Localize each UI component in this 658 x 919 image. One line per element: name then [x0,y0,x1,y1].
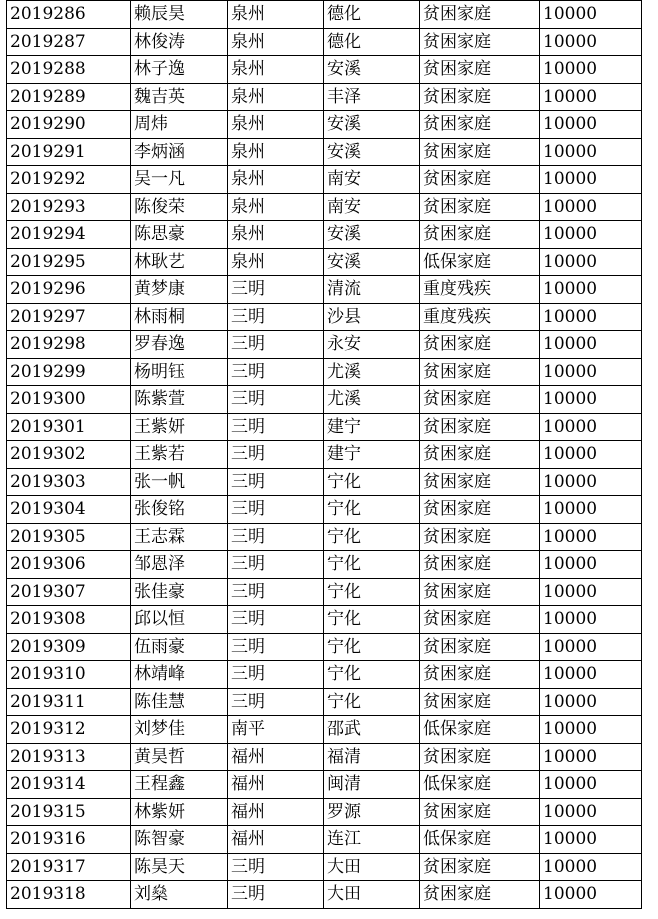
cell-city: 三明 [228,523,324,551]
cell-name: 林雨桐 [131,303,228,331]
cell-amount: 10000 [540,276,642,304]
cell-city: 三明 [228,276,324,304]
cell-city: 泉州 [228,138,324,166]
cell-county: 尤溪 [324,386,420,414]
table-row [7,111,642,139]
cell-city: 三明 [228,331,324,359]
cell-amount: 10000 [540,496,642,524]
cell-category: 贫困家庭 [420,661,540,689]
cell-student-id: 2019295 [7,248,131,276]
cell-category: 贫困家庭 [420,881,540,909]
cell-city: 泉州 [228,1,324,29]
cell-name: 张佳豪 [131,578,228,606]
cell-name: 陈昊天 [131,853,228,881]
cell-county: 丰泽 [324,83,420,111]
cell-student-id: 2019313 [7,743,131,771]
cell-amount: 10000 [540,441,642,469]
cell-county: 安溪 [324,248,420,276]
cell-city: 三明 [228,551,324,579]
cell-name: 张俊铭 [131,496,228,524]
cell-name: 王紫妍 [131,413,228,441]
cell-name: 刘梦佳 [131,716,228,744]
cell-county: 宁化 [324,468,420,496]
cell-county: 南安 [324,166,420,194]
table-row [7,633,642,661]
cell-amount: 10000 [540,661,642,689]
cell-amount: 10000 [540,853,642,881]
table-row [7,358,642,386]
table-row [7,1,642,29]
cell-county: 宁化 [324,551,420,579]
cell-category: 贫困家庭 [420,193,540,221]
cell-student-id: 2019314 [7,771,131,799]
cell-city: 泉州 [228,193,324,221]
cell-name: 李炳涵 [131,138,228,166]
table-row [7,386,642,414]
cell-city: 泉州 [228,56,324,84]
cell-category: 贫困家庭 [420,221,540,249]
cell-amount: 10000 [540,716,642,744]
cell-category: 低保家庭 [420,826,540,854]
cell-category: 重度残疾 [420,276,540,304]
cell-city: 泉州 [228,221,324,249]
cell-student-id: 2019317 [7,853,131,881]
cell-city: 三明 [228,853,324,881]
cell-amount: 10000 [540,688,642,716]
cell-amount: 10000 [540,881,642,909]
cell-city: 三明 [228,358,324,386]
cell-student-id: 2019293 [7,193,131,221]
cell-city: 福州 [228,798,324,826]
cell-city: 泉州 [228,248,324,276]
cell-city: 三明 [228,386,324,414]
cell-category: 贫困家庭 [420,551,540,579]
cell-category: 贫困家庭 [420,28,540,56]
table-row [7,826,642,854]
cell-category: 贫困家庭 [420,606,540,634]
cell-amount: 10000 [540,303,642,331]
cell-amount: 10000 [540,633,642,661]
cell-name: 黄梦康 [131,276,228,304]
table-row [7,881,642,909]
cell-county: 宁化 [324,496,420,524]
cell-name: 林紫妍 [131,798,228,826]
cell-county: 德化 [324,28,420,56]
cell-category: 贫困家庭 [420,56,540,84]
table-row [7,28,642,56]
cell-city: 三明 [228,881,324,909]
cell-student-id: 2019290 [7,111,131,139]
cell-category: 贫困家庭 [420,83,540,111]
cell-county: 邵武 [324,716,420,744]
cell-city: 三明 [228,496,324,524]
cell-county: 安溪 [324,56,420,84]
cell-student-id: 2019316 [7,826,131,854]
table-row [7,413,642,441]
cell-county: 宁化 [324,606,420,634]
cell-county: 宁化 [324,688,420,716]
cell-category: 贫困家庭 [420,688,540,716]
cell-county: 安溪 [324,111,420,139]
cell-category: 贫困家庭 [420,413,540,441]
cell-amount: 10000 [540,83,642,111]
cell-name: 林靖峰 [131,661,228,689]
cell-student-id: 2019288 [7,56,131,84]
cell-category: 低保家庭 [420,248,540,276]
table-body [7,1,642,909]
table-row [7,578,642,606]
cell-student-id: 2019307 [7,578,131,606]
cell-category: 贫困家庭 [420,1,540,29]
cell-category: 贫困家庭 [420,358,540,386]
table-row [7,743,642,771]
table-row [7,56,642,84]
cell-city: 福州 [228,826,324,854]
cell-category: 贫困家庭 [420,166,540,194]
cell-amount: 10000 [540,193,642,221]
cell-category: 贫困家庭 [420,743,540,771]
cell-category: 贫困家庭 [420,798,540,826]
cell-student-id: 2019299 [7,358,131,386]
cell-city: 三明 [228,606,324,634]
cell-county: 尤溪 [324,358,420,386]
cell-student-id: 2019309 [7,633,131,661]
cell-amount: 10000 [540,221,642,249]
cell-name: 林耿艺 [131,248,228,276]
table-row [7,248,642,276]
cell-amount: 10000 [540,826,642,854]
cell-name: 罗春逸 [131,331,228,359]
cell-category: 贫困家庭 [420,111,540,139]
cell-amount: 10000 [540,248,642,276]
table-row [7,606,642,634]
cell-amount: 10000 [540,386,642,414]
cell-county: 宁化 [324,661,420,689]
cell-amount: 10000 [540,771,642,799]
cell-name: 陈佳慧 [131,688,228,716]
cell-amount: 10000 [540,331,642,359]
cell-name: 王志霖 [131,523,228,551]
cell-county: 南安 [324,193,420,221]
cell-category: 低保家庭 [420,771,540,799]
cell-amount: 10000 [540,56,642,84]
table-row [7,853,642,881]
cell-student-id: 2019310 [7,661,131,689]
table-row [7,441,642,469]
cell-city: 泉州 [228,111,324,139]
cell-student-id: 2019308 [7,606,131,634]
cell-category: 贫困家庭 [420,633,540,661]
cell-county: 建宁 [324,441,420,469]
cell-category: 贫困家庭 [420,331,540,359]
cell-name: 刘燊 [131,881,228,909]
cell-student-id: 2019286 [7,1,131,29]
cell-student-id: 2019292 [7,166,131,194]
table-row [7,716,642,744]
cell-city: 三明 [228,578,324,606]
table-row [7,331,642,359]
cell-category: 贫困家庭 [420,441,540,469]
cell-city: 三明 [228,468,324,496]
cell-student-id: 2019297 [7,303,131,331]
cell-county: 清流 [324,276,420,304]
cell-student-id: 2019301 [7,413,131,441]
cell-county: 德化 [324,1,420,29]
cell-student-id: 2019291 [7,138,131,166]
cell-city: 三明 [228,661,324,689]
cell-city: 福州 [228,743,324,771]
cell-amount: 10000 [540,138,642,166]
cell-name: 吴一凡 [131,166,228,194]
cell-county: 宁化 [324,633,420,661]
cell-county: 大田 [324,881,420,909]
cell-county: 宁化 [324,523,420,551]
table-row [7,276,642,304]
cell-amount: 10000 [540,743,642,771]
cell-name: 邱以恒 [131,606,228,634]
table-row [7,83,642,111]
cell-amount: 10000 [540,606,642,634]
data-table [6,0,642,909]
table-row [7,688,642,716]
cell-student-id: 2019296 [7,276,131,304]
cell-student-id: 2019298 [7,331,131,359]
cell-category: 贫困家庭 [420,523,540,551]
cell-category: 贫困家庭 [420,468,540,496]
cell-category: 贫困家庭 [420,853,540,881]
table-row [7,771,642,799]
cell-category: 贫困家庭 [420,496,540,524]
cell-city: 福州 [228,771,324,799]
cell-amount: 10000 [540,166,642,194]
cell-name: 林俊涛 [131,28,228,56]
cell-name: 张一帆 [131,468,228,496]
cell-amount: 10000 [540,1,642,29]
cell-student-id: 2019305 [7,523,131,551]
cell-city: 泉州 [228,28,324,56]
cell-name: 林子逸 [131,56,228,84]
cell-county: 安溪 [324,221,420,249]
cell-name: 陈俊荣 [131,193,228,221]
cell-amount: 10000 [540,468,642,496]
cell-amount: 10000 [540,111,642,139]
cell-name: 杨明钰 [131,358,228,386]
cell-category: 贫困家庭 [420,578,540,606]
cell-category: 低保家庭 [420,716,540,744]
cell-name: 陈思豪 [131,221,228,249]
cell-amount: 10000 [540,28,642,56]
cell-amount: 10000 [540,551,642,579]
cell-name: 周炜 [131,111,228,139]
cell-name: 魏吉英 [131,83,228,111]
cell-amount: 10000 [540,798,642,826]
table-row [7,798,642,826]
cell-amount: 10000 [540,523,642,551]
cell-county: 安溪 [324,138,420,166]
cell-city: 三明 [228,441,324,469]
cell-name: 王紫若 [131,441,228,469]
table-row [7,138,642,166]
cell-student-id: 2019294 [7,221,131,249]
cell-student-id: 2019306 [7,551,131,579]
cell-amount: 10000 [540,413,642,441]
table-row [7,551,642,579]
table-row [7,303,642,331]
cell-amount: 10000 [540,578,642,606]
cell-county: 宁化 [324,578,420,606]
cell-student-id: 2019315 [7,798,131,826]
cell-city: 三明 [228,413,324,441]
cell-county: 闽清 [324,771,420,799]
cell-city: 泉州 [228,166,324,194]
table-row [7,166,642,194]
cell-county: 连江 [324,826,420,854]
cell-county: 罗源 [324,798,420,826]
cell-county: 福清 [324,743,420,771]
cell-student-id: 2019304 [7,496,131,524]
table-row [7,221,642,249]
table-row [7,193,642,221]
cell-city: 三明 [228,633,324,661]
cell-student-id: 2019311 [7,688,131,716]
table-row [7,661,642,689]
cell-city: 三明 [228,303,324,331]
cell-name: 黄昊哲 [131,743,228,771]
cell-county: 建宁 [324,413,420,441]
cell-category: 重度残疾 [420,303,540,331]
cell-name: 赖辰昊 [131,1,228,29]
table-row [7,468,642,496]
cell-category: 贫困家庭 [420,386,540,414]
cell-amount: 10000 [540,358,642,386]
cell-student-id: 2019287 [7,28,131,56]
cell-student-id: 2019302 [7,441,131,469]
cell-category: 贫困家庭 [420,138,540,166]
cell-city: 泉州 [228,83,324,111]
cell-student-id: 2019318 [7,881,131,909]
cell-city: 南平 [228,716,324,744]
cell-student-id: 2019312 [7,716,131,744]
table-row [7,523,642,551]
cell-student-id: 2019300 [7,386,131,414]
cell-county: 永安 [324,331,420,359]
cell-name: 邹恩泽 [131,551,228,579]
cell-county: 沙县 [324,303,420,331]
cell-name: 伍雨豪 [131,633,228,661]
cell-name: 王程鑫 [131,771,228,799]
cell-name: 陈智豪 [131,826,228,854]
cell-county: 大田 [324,853,420,881]
table-row [7,496,642,524]
cell-student-id: 2019289 [7,83,131,111]
cell-name: 陈紫萱 [131,386,228,414]
cell-student-id: 2019303 [7,468,131,496]
cell-city: 三明 [228,688,324,716]
